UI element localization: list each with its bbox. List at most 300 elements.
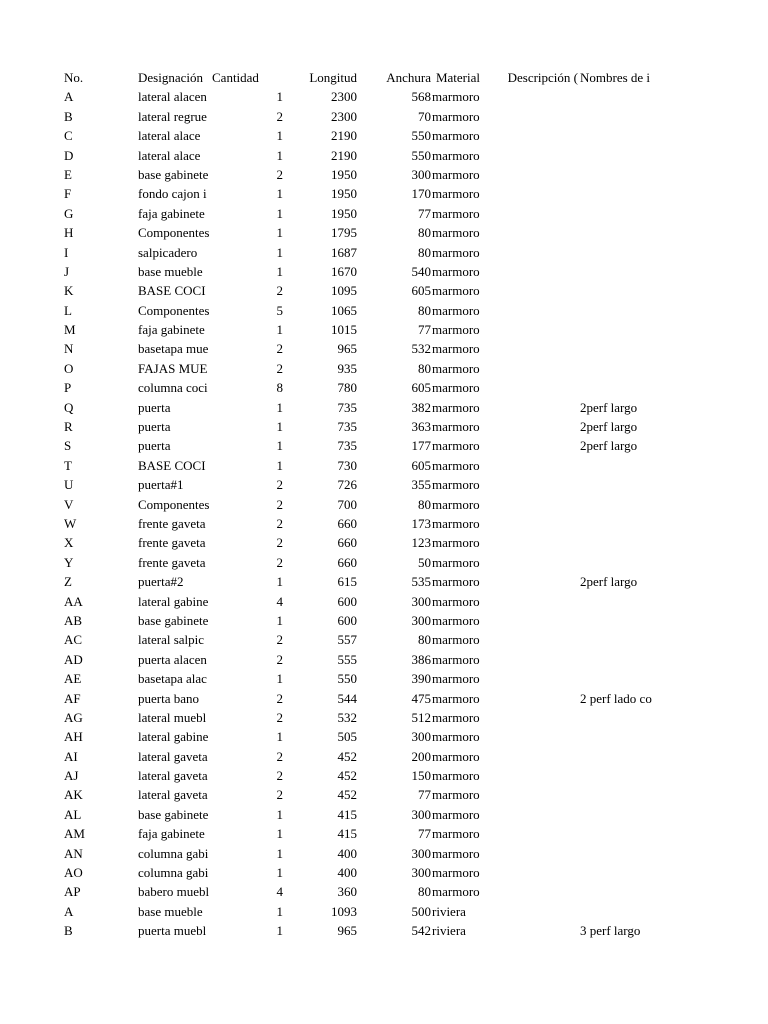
- cell-cantidad: 1: [276, 147, 283, 163]
- table-row: [64, 243, 664, 262]
- cell-descripcion: [506, 339, 579, 358]
- cell-nombres: [580, 533, 654, 552]
- cell-material: marmoro: [432, 632, 480, 648]
- table-row: [64, 902, 664, 921]
- cell-descripcion: [506, 844, 579, 863]
- cell-anchura: 512: [411, 709, 431, 725]
- cell-material: marmoro: [432, 612, 480, 628]
- cell-designacion: puerta#1: [138, 477, 184, 493]
- cell-longitud: 557: [337, 632, 357, 648]
- cell-anchura: 173: [411, 515, 431, 531]
- cell-anchura: 605: [411, 457, 431, 473]
- cell-material: marmoro: [432, 205, 480, 221]
- cell-material: marmoro: [432, 535, 480, 551]
- cell-nombres: 2perf largo: [580, 399, 638, 415]
- cell-anchura: 542: [411, 923, 431, 939]
- cell-nombres: [580, 727, 654, 746]
- cell-cantidad: 2: [276, 690, 283, 706]
- cell-cantidad: 1: [276, 845, 283, 861]
- cell-designacion: faja gabinete: [138, 205, 205, 221]
- cell-cantidad: 2: [276, 360, 283, 376]
- cell-cantidad: 1: [276, 225, 283, 241]
- cell-longitud: 555: [337, 651, 357, 667]
- cell-designacion: lateral regrue: [138, 108, 207, 124]
- cell-designacion: columna gabi: [138, 845, 209, 861]
- cell-nombres: [580, 495, 654, 514]
- cell-descripcion: [506, 805, 579, 824]
- table-row: [64, 204, 664, 223]
- cell-cantidad: 2: [276, 709, 283, 725]
- cell-descripcion: [506, 572, 579, 591]
- cell-descripcion: [506, 689, 579, 708]
- header-nombres: Nombres de i: [580, 70, 651, 85]
- cell-descripcion: [506, 165, 579, 184]
- cell-longitud: 2300: [331, 108, 357, 124]
- cell-longitud: 965: [337, 923, 357, 939]
- cell-anchura: 200: [411, 748, 431, 764]
- cell-descripcion: [506, 785, 579, 804]
- cell-anchura: 77: [418, 787, 431, 803]
- cell-designacion: basetapa alac: [138, 671, 207, 687]
- cell-material: marmoro: [432, 574, 480, 590]
- cell-anchura: 605: [411, 283, 431, 299]
- cell-cantidad: 4: [276, 884, 283, 900]
- cell-cantidad: 2: [276, 283, 283, 299]
- table-row: [64, 281, 664, 300]
- cell-cantidad: 2: [276, 651, 283, 667]
- cell-material: marmoro: [432, 186, 480, 202]
- cell-no: F: [64, 186, 72, 202]
- cell-designacion: lateral gabine: [138, 593, 209, 609]
- cell-designacion: babero muebl: [138, 884, 210, 900]
- cell-material: marmoro: [432, 244, 480, 260]
- table-row: [64, 378, 664, 397]
- cell-designacion: puerta alacen: [138, 651, 207, 667]
- cell-designacion: faja gabinete: [138, 322, 205, 338]
- cell-longitud: 615: [337, 574, 357, 590]
- cell-material: marmoro: [432, 690, 480, 706]
- cell-descripcion: [506, 553, 579, 572]
- table-row: [64, 436, 664, 455]
- cell-cantidad: 1: [276, 322, 283, 338]
- table-row: [64, 87, 664, 106]
- cell-anchura: 150: [411, 768, 431, 784]
- table-row: [64, 824, 664, 843]
- cell-cantidad: 2: [276, 535, 283, 551]
- cell-material: marmoro: [432, 554, 480, 570]
- cell-no: AA: [64, 593, 83, 609]
- cell-longitud: 1950: [331, 186, 357, 202]
- cell-no: Q: [64, 399, 74, 415]
- cell-designacion: puerta: [138, 399, 171, 415]
- cell-designacion: lateral alacen: [138, 89, 207, 105]
- cell-nombres: [580, 378, 654, 397]
- cell-no: K: [64, 283, 74, 299]
- cell-no: I: [64, 244, 69, 260]
- cell-material: marmoro: [432, 845, 480, 861]
- cell-cantidad: 1: [276, 263, 283, 279]
- table-row: [64, 805, 664, 824]
- cell-designacion: base gabinete: [138, 806, 209, 822]
- table-row: [64, 572, 664, 591]
- cell-descripcion: [506, 87, 579, 106]
- table-row: [64, 727, 664, 746]
- header-descripcion: Descripción (: [507, 70, 578, 85]
- cell-longitud: 1687: [331, 244, 357, 260]
- cell-anchura: 382: [411, 399, 431, 415]
- cell-material: marmoro: [432, 768, 480, 784]
- cell-no: V: [64, 496, 74, 512]
- header-no: No.: [64, 70, 84, 85]
- cell-no: AC: [64, 632, 83, 648]
- cell-descripcion: [506, 592, 579, 611]
- cell-anchura: 80: [418, 884, 431, 900]
- cell-no: C: [64, 128, 73, 144]
- table-row: [64, 844, 664, 863]
- cell-designacion: salpicadero: [138, 244, 198, 260]
- cell-material: marmoro: [432, 477, 480, 493]
- cell-anchura: 300: [411, 845, 431, 861]
- cell-cantidad: 1: [276, 128, 283, 144]
- cell-designacion: frente gaveta: [138, 535, 206, 551]
- cell-designacion: base gabinete: [138, 612, 209, 628]
- cell-no: A: [64, 89, 74, 105]
- cell-descripcion: [506, 126, 579, 145]
- cell-longitud: 1095: [331, 283, 357, 299]
- cell-material: marmoro: [432, 380, 480, 396]
- table-row: [64, 592, 664, 611]
- cell-anchura: 363: [411, 419, 431, 435]
- cell-longitud: 2190: [331, 147, 357, 163]
- cell-anchura: 80: [418, 225, 431, 241]
- cell-designacion: lateral gabine: [138, 729, 209, 745]
- cell-anchura: 77: [418, 205, 431, 221]
- cell-longitud: 1093: [331, 903, 357, 919]
- cell-cantidad: 1: [276, 186, 283, 202]
- cell-material: marmoro: [432, 865, 480, 881]
- cell-longitud: 544: [337, 690, 357, 706]
- table-row: [64, 417, 664, 436]
- cell-anchura: 300: [411, 806, 431, 822]
- cell-no: AD: [64, 651, 83, 667]
- cell-descripcion: [506, 204, 579, 223]
- cell-nombres: [580, 669, 654, 688]
- cell-anchura: 177: [411, 438, 431, 454]
- cell-designacion: basetapa mue: [138, 341, 209, 357]
- cell-material: marmoro: [432, 147, 480, 163]
- cell-cantidad: 1: [276, 89, 283, 105]
- cell-longitud: 735: [337, 438, 357, 454]
- cell-designacion: BASE COCI: [138, 283, 206, 299]
- cell-cantidad: 2: [276, 768, 283, 784]
- cell-nombres: [580, 359, 654, 378]
- cell-nombres: [580, 824, 654, 843]
- cell-cantidad: 2: [276, 477, 283, 493]
- table-row: [64, 320, 664, 339]
- header-longitud: Longitud: [309, 70, 357, 85]
- cell-cantidad: 1: [276, 612, 283, 628]
- cell-cantidad: 2: [276, 554, 283, 570]
- cell-no: Y: [64, 554, 74, 570]
- cell-descripcion: [506, 630, 579, 649]
- cell-no: AB: [64, 612, 83, 628]
- cell-longitud: 1795: [331, 225, 357, 241]
- table-row: [64, 495, 664, 514]
- cell-anchura: 50: [418, 554, 431, 570]
- cell-descripcion: [506, 320, 579, 339]
- table-row: [64, 611, 664, 630]
- cell-descripcion: [506, 456, 579, 475]
- cell-anchura: 550: [411, 128, 431, 144]
- cell-material: marmoro: [432, 302, 480, 318]
- cell-anchura: 568: [411, 89, 431, 105]
- cell-no: A: [64, 903, 74, 919]
- cell-anchura: 123: [411, 535, 431, 551]
- cell-anchura: 532: [411, 341, 431, 357]
- cell-cantidad: 8: [276, 380, 283, 396]
- cell-anchura: 80: [418, 496, 431, 512]
- cell-anchura: 605: [411, 380, 431, 396]
- table-row: [64, 223, 664, 242]
- cell-material: marmoro: [432, 283, 480, 299]
- cell-longitud: 935: [337, 360, 357, 376]
- cell-designacion: puerta#2: [138, 574, 184, 590]
- cell-cantidad: 2: [276, 632, 283, 648]
- cell-no: B: [64, 923, 73, 939]
- cell-anchura: 70: [418, 108, 431, 124]
- cell-nombres: [580, 708, 654, 727]
- cell-cantidad: 1: [276, 923, 283, 939]
- cell-descripcion: [506, 824, 579, 843]
- cell-nombres: [580, 126, 654, 145]
- cell-nombres: [580, 630, 654, 649]
- table-row: [64, 165, 664, 184]
- cell-cantidad: 1: [276, 865, 283, 881]
- cell-longitud: 452: [337, 768, 357, 784]
- cell-longitud: 965: [337, 341, 357, 357]
- cell-material: marmoro: [432, 166, 480, 182]
- cell-material: marmoro: [432, 496, 480, 512]
- cell-anchura: 80: [418, 302, 431, 318]
- cell-nombres: [580, 785, 654, 804]
- cell-nombres: [580, 592, 654, 611]
- cell-nombres: [580, 553, 654, 572]
- cell-material: marmoro: [432, 729, 480, 745]
- cell-nombres: 2perf largo: [580, 438, 638, 454]
- cell-cantidad: 2: [276, 515, 283, 531]
- cell-longitud: 726: [337, 477, 357, 493]
- cell-descripcion: [506, 262, 579, 281]
- cell-longitud: 452: [337, 748, 357, 764]
- cell-material: marmoro: [432, 651, 480, 667]
- cell-cantidad: 2: [276, 108, 283, 124]
- cell-material: riviera: [432, 923, 466, 939]
- cell-cantidad: 1: [276, 419, 283, 435]
- cell-no: P: [64, 380, 72, 396]
- cell-no: R: [64, 419, 73, 435]
- table-row: [64, 107, 664, 126]
- table-row: [64, 184, 664, 203]
- cell-nombres: [580, 475, 654, 494]
- cell-no: X: [64, 535, 74, 551]
- cell-cantidad: 1: [276, 457, 283, 473]
- cell-anchura: 386: [411, 651, 431, 667]
- cell-designacion: Componentes: [138, 496, 210, 512]
- cell-nombres: [580, 184, 654, 203]
- cell-anchura: 80: [418, 244, 431, 260]
- table-row: [64, 921, 664, 940]
- cell-no: S: [64, 438, 72, 454]
- cell-nombres: [580, 301, 654, 320]
- cell-descripcion: [506, 301, 579, 320]
- cell-material: marmoro: [432, 128, 480, 144]
- cell-designacion: faja gabinete: [138, 826, 205, 842]
- table-row: [64, 766, 664, 785]
- cell-descripcion: [506, 727, 579, 746]
- cell-anchura: 77: [418, 826, 431, 842]
- cell-longitud: 1670: [331, 263, 357, 279]
- cell-designacion: lateral gaveta: [138, 748, 208, 764]
- cell-nombres: [580, 844, 654, 863]
- cell-no: N: [64, 341, 74, 357]
- table-row: [64, 863, 664, 882]
- cell-nombres: [580, 165, 654, 184]
- cell-nombres: [580, 146, 654, 165]
- cell-anchura: 355: [411, 477, 431, 493]
- cell-nombres: [580, 339, 654, 358]
- cell-cantidad: 1: [276, 438, 283, 454]
- cell-nombres: [580, 514, 654, 533]
- cell-cantidad: 1: [276, 574, 283, 590]
- cell-no: AE: [64, 671, 82, 687]
- cell-anchura: 300: [411, 166, 431, 182]
- cell-material: marmoro: [432, 787, 480, 803]
- cell-descripcion: [506, 902, 579, 921]
- cell-designacion: puerta: [138, 438, 171, 454]
- cell-material: marmoro: [432, 593, 480, 609]
- cell-cantidad: 2: [276, 787, 283, 803]
- table-row: [64, 359, 664, 378]
- cell-nombres: [580, 650, 654, 669]
- cell-no: AM: [64, 826, 85, 842]
- cell-descripcion: [506, 708, 579, 727]
- table-row: [64, 747, 664, 766]
- cell-no: U: [64, 477, 74, 493]
- table-row: [64, 398, 664, 417]
- cell-longitud: 532: [337, 709, 357, 725]
- cell-material: marmoro: [432, 748, 480, 764]
- cell-cantidad: 1: [276, 205, 283, 221]
- cell-material: riviera: [432, 903, 466, 919]
- cell-no: T: [64, 457, 72, 473]
- cell-longitud: 400: [337, 845, 357, 861]
- cell-longitud: 550: [337, 671, 357, 687]
- cell-descripcion: [506, 359, 579, 378]
- table-row: [64, 650, 664, 669]
- cell-cantidad: 2: [276, 748, 283, 764]
- cell-no: AG: [64, 709, 83, 725]
- cell-designacion: puerta: [138, 419, 171, 435]
- table-row: [64, 475, 664, 494]
- cell-cantidad: 1: [276, 399, 283, 415]
- cell-cantidad: 2: [276, 166, 283, 182]
- cell-longitud: 600: [337, 593, 357, 609]
- cell-longitud: 415: [337, 806, 357, 822]
- cell-cantidad: 1: [276, 826, 283, 842]
- cell-longitud: 735: [337, 419, 357, 435]
- cell-material: marmoro: [432, 709, 480, 725]
- cell-material: marmoro: [432, 225, 480, 241]
- cell-longitud: 1950: [331, 205, 357, 221]
- table-row: [64, 514, 664, 533]
- cell-no: B: [64, 108, 73, 124]
- cell-material: marmoro: [432, 515, 480, 531]
- cell-descripcion: [506, 611, 579, 630]
- header-designacion: Designación: [138, 70, 203, 85]
- cell-designacion: Componentes: [138, 225, 210, 241]
- cell-designacion: columna coci: [138, 380, 208, 396]
- cell-no: AH: [64, 729, 83, 745]
- cell-cantidad: 4: [276, 593, 283, 609]
- cell-descripcion: [506, 417, 579, 436]
- header-row: [64, 68, 664, 87]
- table-row: [64, 708, 664, 727]
- cell-longitud: 700: [337, 496, 357, 512]
- cell-nombres: 2perf largo: [580, 574, 638, 590]
- cell-material: marmoro: [432, 360, 480, 376]
- cell-descripcion: [506, 495, 579, 514]
- cell-material: marmoro: [432, 322, 480, 338]
- cell-anchura: 300: [411, 612, 431, 628]
- cell-designacion: base gabinete: [138, 166, 209, 182]
- table-row: [64, 669, 664, 688]
- cell-descripcion: [506, 378, 579, 397]
- cell-nombres: [580, 863, 654, 882]
- cell-longitud: 452: [337, 787, 357, 803]
- cell-anchura: 550: [411, 147, 431, 163]
- cell-no: W: [64, 515, 77, 531]
- cell-longitud: 2190: [331, 128, 357, 144]
- cell-cantidad: 1: [276, 903, 283, 919]
- cell-nombres: [580, 902, 654, 921]
- cell-descripcion: [506, 107, 579, 126]
- cell-nombres: 2perf largo: [580, 419, 638, 435]
- cell-no: AJ: [64, 768, 79, 784]
- cell-designacion: puerta bano: [138, 690, 200, 706]
- cell-designacion: lateral muebl: [138, 709, 207, 725]
- cell-cantidad: 1: [276, 729, 283, 745]
- cell-nombres: [580, 611, 654, 630]
- cell-longitud: 660: [337, 515, 357, 531]
- cell-cantidad: 5: [276, 302, 283, 318]
- cell-anchura: 535: [411, 574, 431, 590]
- header-material: Material: [435, 70, 480, 85]
- table-row: [64, 456, 664, 475]
- cell-no: AI: [64, 748, 78, 764]
- cell-material: marmoro: [432, 884, 480, 900]
- table-body: [64, 87, 664, 940]
- cell-longitud: 600: [337, 612, 357, 628]
- cell-designacion: lateral gaveta: [138, 787, 208, 803]
- cell-designacion: BASE COCI: [138, 457, 206, 473]
- cell-material: marmoro: [432, 263, 480, 279]
- table-row: [64, 882, 664, 901]
- cell-no: J: [64, 263, 70, 279]
- cell-designacion: lateral salpic: [138, 632, 205, 648]
- cell-no: AK: [64, 787, 83, 803]
- cell-material: marmoro: [432, 399, 480, 415]
- cell-nombres: [580, 805, 654, 824]
